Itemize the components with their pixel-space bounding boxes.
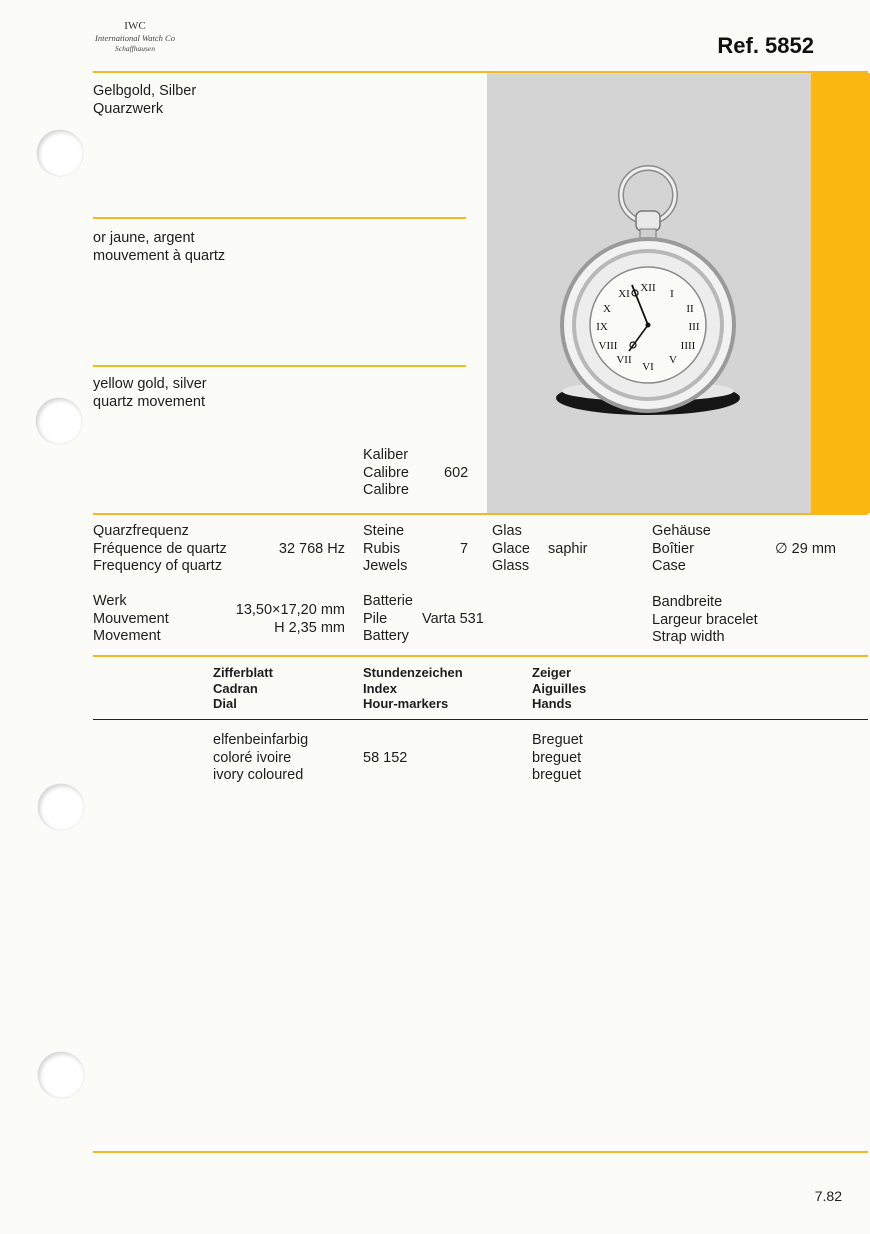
header-dial: Zifferblatt Cadran Dial (213, 665, 273, 712)
movement-values: 13,50×17,20 mm H 2,35 mm (235, 602, 345, 636)
materials-de: Gelbgold, Silber Quarzwerk (93, 83, 197, 117)
brand-logo (90, 20, 180, 60)
svg-text:V: V (669, 354, 677, 366)
watch-image (487, 73, 811, 513)
strap-labels: Bandbreite Largeur bracelet Strap width (652, 594, 758, 646)
svg-text:X: X (603, 303, 611, 315)
header-index: Stundenzeichen Index Hour-markers (363, 665, 463, 712)
jewels-labels: Steine Rubis Jewels (363, 523, 408, 575)
movement-labels: Werk Mouvement Movement (93, 593, 169, 645)
brand-name: IWC (124, 20, 146, 32)
brand-script: International Watch Co (95, 33, 175, 43)
punch-hole (38, 1052, 84, 1098)
svg-text:II: II (686, 303, 694, 315)
page-number: 7.82 (814, 1188, 842, 1204)
punch-hole (37, 130, 83, 176)
ref-title: Ref. 5852 (717, 33, 814, 58)
header-hands: Zeiger Aiguilles Hands (532, 665, 587, 712)
svg-text:XI: XI (618, 288, 630, 300)
punch-hole (38, 784, 84, 830)
battery-labels: Batterie Pile Battery (363, 593, 413, 645)
svg-text:VI: VI (642, 361, 654, 373)
svg-text:IX: IX (596, 321, 608, 333)
punch-hole (36, 398, 82, 444)
brand-city: Schaffhausen (115, 44, 155, 53)
svg-text:VII: VII (616, 354, 632, 366)
materials-en: yellow gold, silver quartz movement (93, 376, 207, 410)
svg-text:VIII: VIII (598, 340, 618, 352)
table-header-divider (93, 719, 868, 720)
svg-text:XII: XII (640, 282, 656, 294)
table-row-index: 58 152 (363, 750, 408, 766)
svg-text:I: I (670, 288, 674, 300)
table-row-dial: elfenbeinfarbig coloré ivoire ivory coloured (213, 732, 309, 784)
glass-value: saphir (548, 541, 588, 557)
rule-en (93, 365, 466, 367)
table-rule (93, 655, 868, 657)
table-row-hands: Breguet breguet breguet (532, 732, 583, 784)
caliber-labels: Kaliber Calibre Calibre (363, 447, 409, 499)
jewels-value: 7 (460, 541, 469, 557)
case-value: ∅ 29 mm (775, 541, 836, 557)
frequency-labels: Quarzfrequenz Fréquence de quartz Frequency of quartz (93, 523, 227, 575)
yellow-band (811, 73, 870, 513)
svg-text:III: III (688, 321, 700, 333)
photo-panel (487, 73, 811, 513)
specs-rule (93, 513, 868, 515)
materials-fr: or jaune, argent mouvement à quartz (93, 230, 226, 264)
rule-fr (93, 217, 466, 219)
svg-text:IIII: IIII (680, 340, 696, 352)
frequency-value: 32 768 Hz (278, 541, 345, 557)
case-labels: Gehäuse Boîtier Case (652, 523, 711, 575)
caliber-value: 602 (444, 465, 469, 481)
battery-value: Varta 531 (422, 611, 484, 627)
glass-labels: Glas Glace Glass (492, 523, 530, 575)
bottom-rule (93, 1151, 868, 1153)
